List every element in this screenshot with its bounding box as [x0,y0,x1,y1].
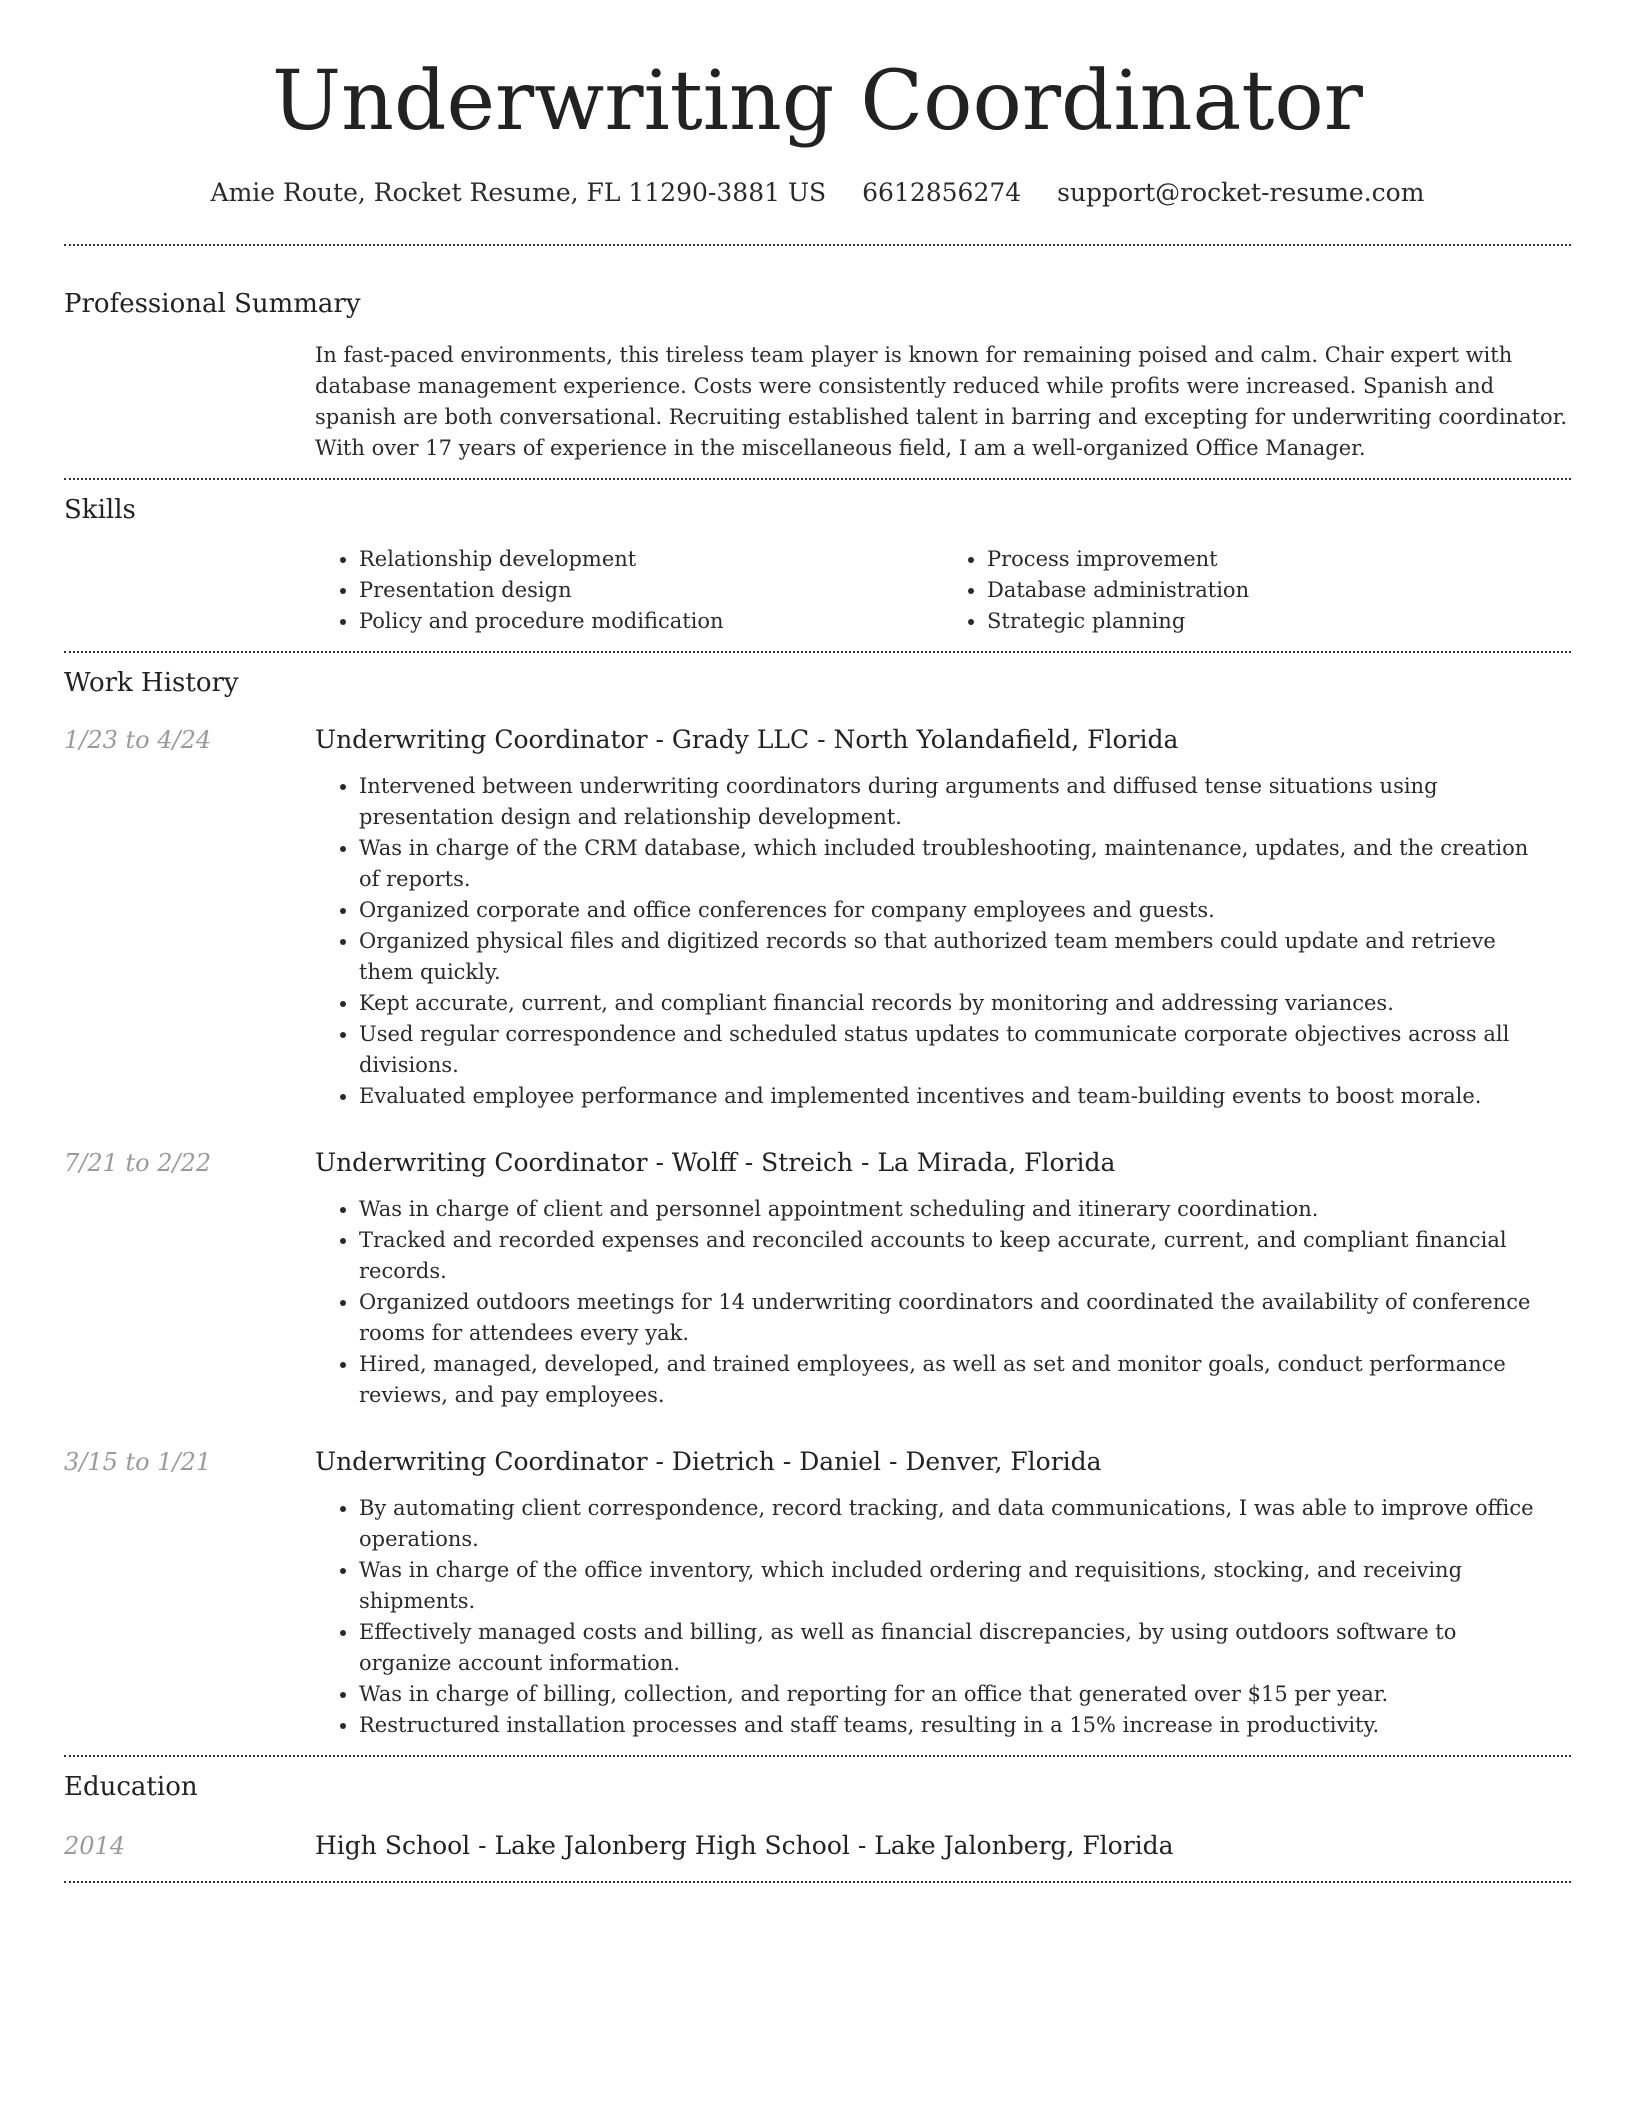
divider [64,651,1571,653]
skills-list-right [943,544,1571,637]
job-title: Underwriting Coordinator [315,1447,648,1476]
divider [64,244,1571,246]
skills-list-left [315,544,943,637]
skill-item: • Strategic planning [987,606,1571,637]
job-bullet: • Tracked and recorded expenses and reconciled accounts to keep accurate, current, and compliant financial records. [359,1225,1571,1287]
skill-item: • Process improvement [987,544,1571,575]
skills-row [64,528,1571,651]
resume-page [64,0,1571,1883]
job-bullet: • Was in charge of the CRM database, which included troubleshooting, maintenance, updates, and the creation of reports. [359,833,1571,895]
education-line [315,1827,1571,1865]
job-bullet: • Used regular correspondence and scheduled status updates to communicate corporate objectives across all divisions. [359,1019,1571,1081]
job-details: - Grady LLC - North Yolandafield, Florida [647,725,1179,754]
education-date: 2014 [64,1832,126,1860]
job-date: 1/23 to 4/24 [64,726,212,754]
job-bullet: • Intervened between underwriting coordinators during arguments and diffused tense situations using presentation design and relationship development. [359,771,1571,833]
job-bullet: • Restructured installation processes and staff teams, resulting in a 15% increase in productivity. [359,1710,1571,1741]
job-entry [64,1443,1571,1755]
job-bullet: • By automating client correspondence, record tracking, and data communications, I was able to improve office operations. [359,1493,1571,1555]
job-bullet: • Evaluated employee performance and implemented incentives and team-building events to boost morale. [359,1081,1571,1112]
job-title-line [315,1443,1571,1481]
job-bullet: • Organized physical files and digitized records so that authorized team members could update and retrieve them quickly. [359,926,1571,988]
education-heading: Education [64,1772,198,1802]
divider [64,1755,1571,1757]
job-bullet: • Was in charge of billing, collection, and reporting for an office that generated over $15 per year. [359,1679,1571,1710]
skill-item: • Presentation design [359,575,943,606]
education-details: - Lake Jalonberg High School - Lake Jalonberg, Florida [470,1831,1174,1860]
job-title: Underwriting Coordinator [315,725,648,754]
job-details: - Wolff - Streich - La Mirada, Florida [647,1148,1116,1177]
job-bullet: • Hired, managed, developed, and trained employees, as well as set and monitor goals, conduct performance reviews, and pay employees. [359,1349,1571,1411]
summary-row [64,322,1571,478]
job-bullet: • Organized outdoors meetings for 14 underwriting coordinators and coordinated the availability of conference rooms for attendees every yak. [359,1287,1571,1349]
contact-line [64,176,1571,210]
skill-item: • Policy and procedure modification [359,606,943,637]
job-bullet: • Was in charge of the office inventory, which included ordering and requisitions, stocking, and receiving shipments. [359,1555,1571,1617]
divider [64,1881,1571,1883]
skill-item: • Relationship development [359,544,943,575]
job-details: - Dietrich - Daniel - Denver, Florida [647,1447,1102,1476]
divider [64,478,1571,480]
job-date: 7/21 to 2/22 [64,1149,212,1177]
summary-text: In fast-paced environments, this tireless team player is known for remaining poised and calm. Chair expert with database management experience. Costs were consistently reduced while profits were increased. Spanish and spanish are both conversational. Recruiting established talent in barring and excepting for underwriting coordinator. With over 17 years of experience in the miscellaneous field, I am a well-organized Office Manager. [315,343,1568,460]
job-bullets [315,1493,1571,1741]
job-bullet: • Effectively managed costs and billing, as well as financial discrepancies, by using outdoors software to organize account information. [359,1617,1571,1679]
skills-heading: Skills [64,495,136,525]
job-bullet: • Kept accurate, current, and compliant financial records by monitoring and addressing variances. [359,988,1571,1019]
job-entry [64,1144,1571,1411]
job-title-line [315,1144,1571,1182]
job-date: 3/15 to 1/21 [64,1448,212,1476]
contact-address: Amie Route, Rocket Resume, FL 11290-3881 US [210,178,827,207]
skills-grid [315,544,1571,637]
resume-title: Underwriting Coordinator [272,54,1363,149]
work-history-heading: Work History [64,668,239,698]
summary-heading: Professional Summary [64,289,361,319]
education-entry [64,1827,1571,1865]
job-entry [64,721,1571,1112]
job-title: Underwriting Coordinator [315,1148,648,1177]
contact-phone: 6612856274 [862,178,1022,207]
job-bullets [315,1194,1571,1411]
job-bullet: • Was in charge of client and personnel appointment scheduling and itinerary coordination. [359,1194,1571,1225]
job-bullets [315,771,1571,1112]
education-degree: High School [315,1831,471,1860]
contact-email[interactable]: support@rocket-resume.com [1057,178,1425,207]
skill-item: • Database administration [987,575,1571,606]
job-bullet: • Organized corporate and office conferences for company employees and guests. [359,895,1571,926]
job-title-line [315,721,1571,759]
